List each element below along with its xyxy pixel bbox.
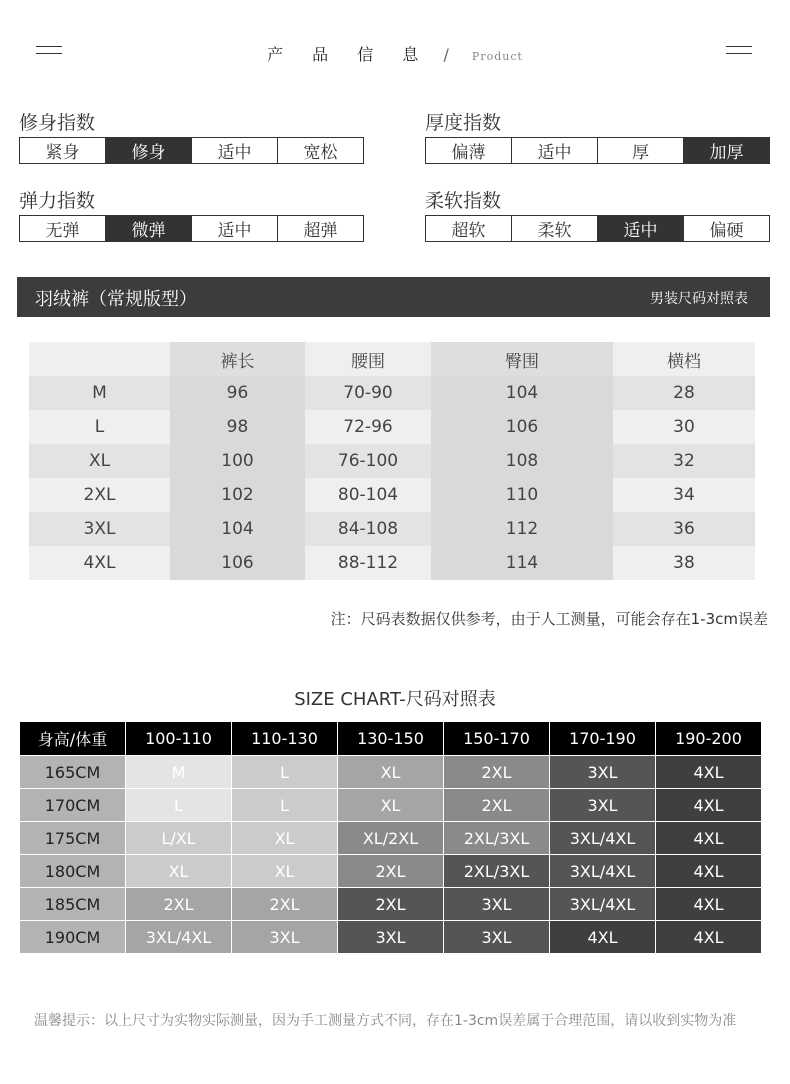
softness-option: 柔软 — [511, 216, 597, 241]
size-chart-title: SIZE CHART-尺码对照表 — [294, 689, 496, 710]
table-cell: 76-100 — [305, 444, 431, 478]
table-cell: 102 — [170, 478, 305, 512]
size-chart-cell: M — [126, 756, 232, 789]
table-cell: 112 — [431, 512, 613, 546]
weight-column-header: 150-170 — [444, 722, 550, 756]
table-header-row — [29, 342, 755, 376]
product-banner — [17, 277, 770, 317]
table-row — [29, 546, 755, 580]
size-chart-cell: 4XL — [656, 789, 762, 822]
size-chart-cell: 4XL — [656, 756, 762, 789]
fit-option: 紧身 — [45, 143, 80, 163]
table-cell: 98 — [170, 410, 305, 444]
table-cell: 4XL — [29, 546, 170, 580]
table-cell: 106 — [170, 546, 305, 580]
size-chart-row — [20, 921, 762, 954]
weight-column-header: 100-110 — [126, 722, 232, 756]
size-chart-cell: L — [232, 756, 338, 789]
elasticity-option: 超弹 — [277, 216, 363, 241]
elasticity-option: 适中 — [191, 216, 277, 241]
table-cell: 32 — [613, 444, 755, 478]
table-cell: 100 — [170, 444, 305, 478]
size-chart-cell: 3XL/4XL — [550, 822, 656, 855]
size-chart-cell: 2XL — [444, 789, 550, 822]
table-header-cell: 横档 — [613, 342, 755, 376]
size-chart-cell: 4XL — [656, 888, 762, 921]
size-chart-row — [20, 888, 762, 921]
size-chart-cell: 4XL — [656, 921, 762, 954]
elasticity-option: 无弹 — [45, 221, 80, 241]
weight-column-header: 170-190 — [550, 722, 656, 756]
size-chart-cell: 3XL/4XL — [550, 888, 656, 921]
thickness-option: 适中 — [511, 138, 597, 163]
thickness-index-label: 厚度指数 — [425, 112, 502, 134]
size-chart-cell: 2XL/3XL — [444, 822, 550, 855]
table-cell: L — [29, 410, 170, 444]
table-cell: 28 — [613, 376, 755, 410]
table-row — [29, 512, 755, 546]
size-chart-cell: 2XL/3XL — [444, 855, 550, 888]
header-subtitle: Product — [471, 50, 523, 63]
warm-tip: 温馨提示：以上尺寸为实物实际测量，因为手工测量方式不同，存在1-3cm误差属于合理范围，请以收到实物为准 — [34, 1013, 737, 1029]
size-chart-row — [20, 855, 762, 888]
thickness-option: 厚 — [597, 138, 683, 163]
header-slash: / — [443, 45, 449, 64]
table-cell: 84-108 — [305, 512, 431, 546]
measurement-note: 注：尺码表数据仅供参考，由于人工测量，可能会存在1-3cm误差 — [330, 610, 768, 628]
size-chart-corner: 身高/体重 — [20, 722, 126, 756]
size-chart-cell: 2XL — [444, 756, 550, 789]
size-chart-cell: 2XL — [126, 888, 232, 921]
height-row-label: 170CM — [20, 789, 126, 822]
table-cell: 106 — [431, 410, 613, 444]
elasticity-option: 微弹 — [105, 216, 191, 241]
table-cell: 30 — [613, 410, 755, 444]
size-chart-cell: 3XL/4XL — [550, 855, 656, 888]
fit-option: 适中 — [191, 138, 277, 163]
size-chart-table — [19, 721, 762, 954]
table-header-cell — [29, 342, 170, 376]
fit-option: 宽松 — [277, 138, 363, 163]
softness-option: 适中 — [597, 216, 683, 241]
size-chart-cell: XL — [232, 822, 338, 855]
table-cell: 80-104 — [305, 478, 431, 512]
table-cell: 96 — [170, 376, 305, 410]
banner-size-chart-label: 男装尺码对照表 — [650, 291, 748, 307]
size-chart-cell: 3XL — [550, 756, 656, 789]
size-chart-cell: 3XL — [444, 888, 550, 921]
size-chart-cell: 4XL — [656, 822, 762, 855]
size-chart-header-row — [20, 722, 762, 756]
table-cell: XL — [29, 444, 170, 478]
softness-option: 偏硬 — [683, 216, 769, 241]
size-chart-cell: 3XL — [444, 921, 550, 954]
table-header-cell: 臀围 — [431, 342, 613, 376]
weight-column-header: 110-130 — [232, 722, 338, 756]
table-cell: 70-90 — [305, 376, 431, 410]
table-row — [29, 444, 755, 478]
table-cell: 3XL — [29, 512, 170, 546]
size-chart-cell: 3XL — [338, 921, 444, 954]
header-title — [0, 42, 790, 65]
thickness-index-scale — [425, 137, 770, 164]
height-row-label: 190CM — [20, 921, 126, 954]
table-cell: 34 — [613, 478, 755, 512]
size-chart-cell: 3XL — [232, 921, 338, 954]
size-chart-cell: 3XL/4XL — [126, 921, 232, 954]
header-title-text: 产 品 信 息 — [267, 45, 431, 64]
product-name: 羽绒裤（常规版型） — [35, 289, 197, 310]
size-chart-row — [20, 789, 762, 822]
size-chart-cell: L/XL — [126, 822, 232, 855]
table-cell: 108 — [431, 444, 613, 478]
height-row-label: 165CM — [20, 756, 126, 789]
size-chart-cell: XL — [338, 789, 444, 822]
size-chart-cell: 2XL — [232, 888, 338, 921]
elasticity-index-label: 弹力指数 — [19, 190, 96, 212]
table-cell: 36 — [613, 512, 755, 546]
size-chart-cell: L — [126, 789, 232, 822]
table-row — [29, 410, 755, 444]
size-chart-cell: 2XL — [338, 888, 444, 921]
table-cell: 104 — [431, 376, 613, 410]
fit-index-scale — [19, 137, 364, 164]
size-chart-cell: XL — [232, 855, 338, 888]
height-row-label: 180CM — [20, 855, 126, 888]
softness-index-label: 柔软指数 — [425, 190, 502, 212]
table-row — [29, 376, 755, 410]
size-chart-cell: 4XL — [550, 921, 656, 954]
height-row-label: 175CM — [20, 822, 126, 855]
table-cell: 114 — [431, 546, 613, 580]
size-measurement-table — [29, 342, 755, 580]
size-chart-cell: XL — [338, 756, 444, 789]
softness-option: 超软 — [451, 221, 486, 241]
fit-index-label: 修身指数 — [19, 112, 96, 134]
size-chart-cell: 4XL — [656, 855, 762, 888]
table-header-cell: 裤长 — [170, 342, 305, 376]
softness-index-scale — [425, 215, 770, 242]
size-chart-cell: L — [232, 789, 338, 822]
table-cell: 110 — [431, 478, 613, 512]
table-header-cell: 腰围 — [305, 342, 431, 376]
weight-column-header: 130-150 — [338, 722, 444, 756]
table-cell: M — [29, 376, 170, 410]
thickness-option: 加厚 — [683, 138, 769, 163]
size-chart-cell: XL — [126, 855, 232, 888]
table-cell: 104 — [170, 512, 305, 546]
table-cell: 38 — [613, 546, 755, 580]
table-cell: 72-96 — [305, 410, 431, 444]
size-chart-cell: XL/2XL — [338, 822, 444, 855]
size-chart-cell: 3XL — [550, 789, 656, 822]
table-cell: 88-112 — [305, 546, 431, 580]
size-chart-cell: 2XL — [338, 855, 444, 888]
weight-column-header: 190-200 — [656, 722, 762, 756]
fit-option: 修身 — [105, 138, 191, 163]
size-chart-row — [20, 756, 762, 789]
elasticity-index-scale — [19, 215, 364, 242]
table-row — [29, 478, 755, 512]
height-row-label: 185CM — [20, 888, 126, 921]
table-cell: 2XL — [29, 478, 170, 512]
size-chart-row — [20, 822, 762, 855]
thickness-option: 偏薄 — [451, 143, 486, 163]
